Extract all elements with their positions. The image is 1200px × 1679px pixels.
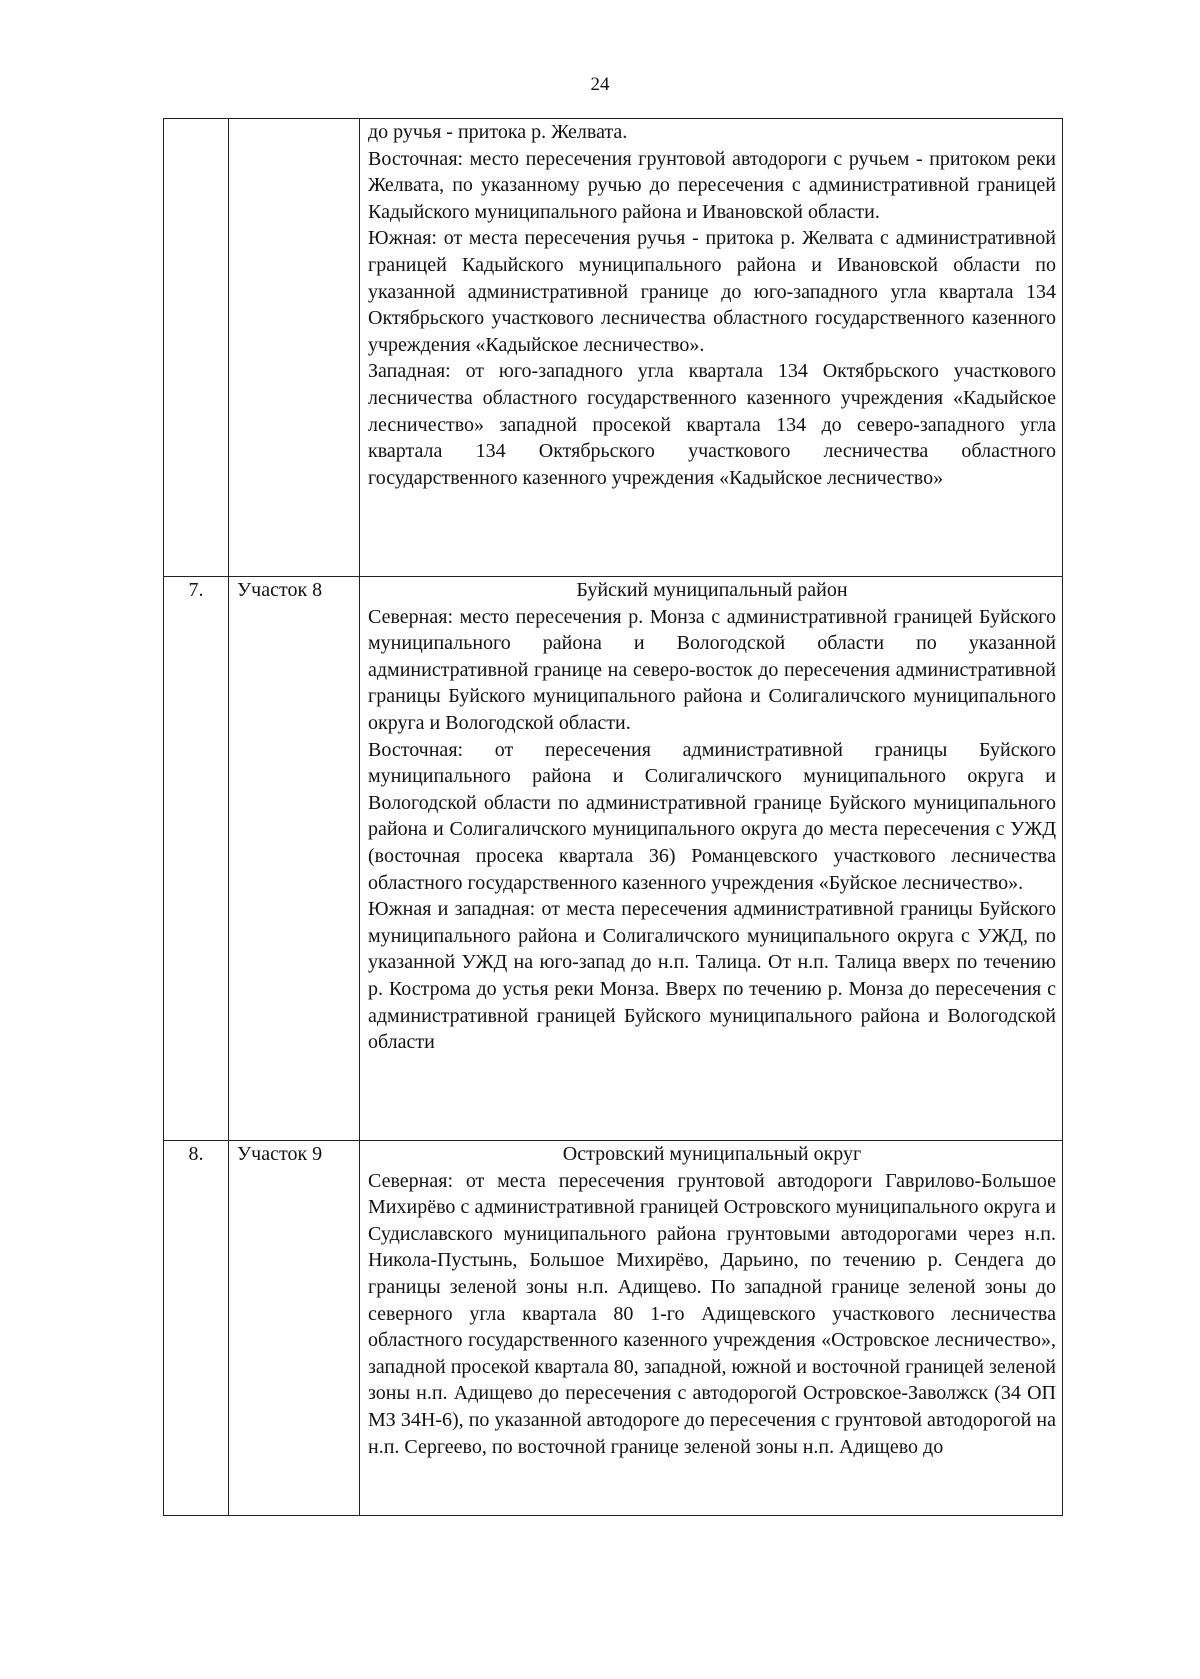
table-row-7 — [164, 577, 1063, 1141]
boundary-paragraph: Южная: от места пересечения ручья - притока р. Желвата с административной границей Кадыйского муниципального района и Ивановской области по указанной административной границе до юго-западного угла квартала 134 Октябрьского участкового лесничества областного государственного казенного учреждения «Кадыйское лесничество». — [368, 227, 1056, 356]
boundary-paragraph: Северная: от места пересечения грунтовой автодороги Гаврилово-Большое Михирёво с административной границей Островского муниципального округа и Судиславского муниципального района грунтовыми автодорогами через н.п. Никола-Пустынь, Большое Михирёво, Дарьино, по течению р. Сендега до границы зеленой зоны н.п. Адищево. По западной границе зеленой зоны до северного угла квартала 80 1-го Адищевского участкового лесничества областного государственного казенного учреждения «Островское лесничество», западной просекой квартала 80, западной, южной и восточной границей зеленой зоны н.п. Адищево до пересечения с автодорогой Островское-Заволжск (34 ОП МЗ 34Н-6), по указанной автодороге до пересечения с грунтовой автодорогой на н.п. Сергеево, по восточной границе зеленой зоны н.п. Адищево до — [368, 1169, 1056, 1458]
row-name-cell: Участок 8 — [229, 577, 360, 1141]
district-header: Островский муниципальный округ — [562, 1143, 862, 1165]
row-description-cell — [360, 1141, 1063, 1516]
boundary-paragraph: Западная: от юго-западного угла квартала 134 Октябрьского участкового лесничества областного государственного казенного учреждения «Кадыйское лесничество» западной просекой квартала 134 до северо-западного угла квартала 134 Октябрьского участкового лесничества областного государственного казенного учреждения «Кадыйское лесничество» — [368, 360, 1056, 489]
boundary-paragraph: Южная и западная: от места пересечения административной границы Буйского муниципального района и Солигаличского муниципального округа с УЖД, по указанной УЖД на юго-запад до н.п. Талица. От н.п. Талица вверх по течению р. Кострома до устья реки Монза. Вверх по течению р. Монза до пересечения с административной границей Буйского муниципального района и Вологодской области — [368, 898, 1056, 1054]
row-number-cell — [164, 119, 229, 577]
table-row-continuation — [164, 119, 1063, 577]
page-number: 24 — [590, 74, 610, 95]
row-name-cell: Участок 9 — [229, 1141, 360, 1516]
boundaries-table — [163, 118, 1063, 1516]
row-number-cell: 7. — [164, 577, 229, 1141]
boundary-paragraph: Восточная: от пересечения административной границы Буйского муниципального района и Солигаличского муниципального округа и Вологодской области по административной границе Буйского муниципального района и Солигаличского муниципального округа до места пересечения с УЖД (восточная просека квартала 36) Романцевского участкового лесничества областного государственного казенного учреждения «Буйское лесничество». — [368, 738, 1056, 894]
boundary-paragraph: Восточная: место пересечения грунтовой автодороги с ручьем - притоком реки Желвата, по указанному ручью до пересечения с административной границей Кадыйского муниципального района и Ивановской области. — [368, 147, 1056, 223]
row-name-cell — [229, 119, 360, 577]
table-row-8 — [164, 1141, 1063, 1516]
row-description-cell — [360, 119, 1063, 577]
row-number-cell: 8. — [164, 1141, 229, 1516]
boundary-paragraph: Северная: место пересечения р. Монза с административной границей Буйского муниципального района и Вологодской области по указанной административной границе на северо-восток до пересечения административной границы Буйского муниципального района и Солигаличского муниципального округа и Вологодской области. — [368, 605, 1056, 734]
row-description-cell — [360, 577, 1063, 1141]
boundary-paragraph: до ручья - притока р. Желвата. — [368, 121, 628, 143]
district-header: Буйский муниципальный район — [576, 579, 848, 601]
